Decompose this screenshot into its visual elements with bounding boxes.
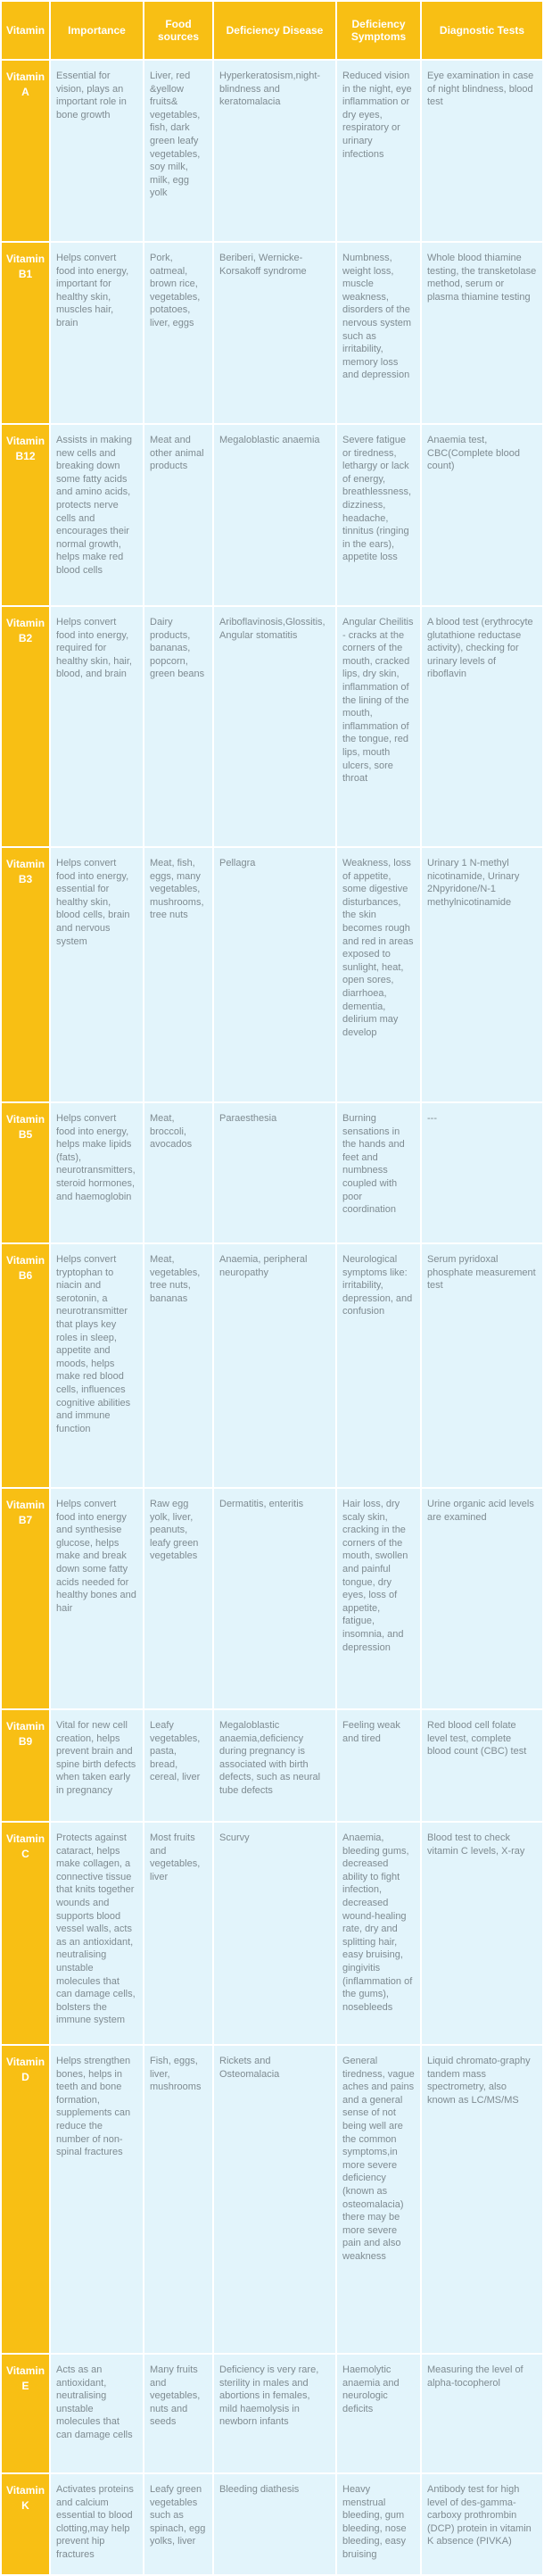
importance-cell: Helps convert food into energy, helps make lipids (fats), neurotransmitters, steroid hormones, and haemoglobin xyxy=(51,1103,143,1242)
diagnostic-tests-cell: Antibody test for high level of des-gamma-carboxy prothrombin (DCP) protein in vitamin K absence (PIVKA) xyxy=(422,2474,542,2574)
header-food-sources: Food sources xyxy=(144,2,212,59)
deficiency-disease-cell: Megaloblastic anaemia xyxy=(214,425,335,605)
deficiency-symptoms-cell: Angular Cheilitis - cracks at the corners of the mouth, cracked lips, dry skin, inflammation of the lining of the mouth, inflammation of the tongue, red lips, mouth ulcers, sore throat xyxy=(337,607,420,846)
food-sources-cell: Raw egg yolk, liver, peanuts, leafy green vegetables xyxy=(144,1489,212,1708)
diagnostic-tests-cell: Anaemia test, CBC(Complete blood count) xyxy=(422,425,542,605)
deficiency-symptoms-cell: Numbness, weight loss, muscle weakness, disorders of the nervous system such as irritability, memory loss and depression xyxy=(337,243,420,423)
vitamin-name: Vitamin B2 xyxy=(2,607,49,846)
food-sources-cell: Many fruits and vegetables, nuts and seeds xyxy=(144,2355,212,2472)
food-sources-cell: Meat, broccoli, avocados xyxy=(144,1103,212,1242)
importance-cell: Assists in making new cells and breaking down some fatty acids and amino acids, protects nerve cells and encourages their normal growth, helps make red blood cells xyxy=(51,425,143,605)
diagnostic-tests-cell: Eye examination in case of night blindness, blood test xyxy=(422,61,542,241)
vitamin-name: Vitamin B1 xyxy=(2,243,49,423)
table-row xyxy=(2,243,542,423)
deficiency-disease-cell: Ariboflavinosis,Glossitis, Angular stomatitis xyxy=(214,607,335,846)
deficiency-symptoms-cell: General tiredness, vague aches and pains and a general sense of not being well are the common symptoms,in more severe deficiency (known as osteomalacia) there may be more severe pain and also weakness xyxy=(337,2046,420,2353)
food-sources-cell: Liver, red &yellow fruits& vegetables, fish, dark green leafy vegetables, soy milk, milk, egg yolk xyxy=(144,61,212,241)
deficiency-symptoms-cell: Severe fatigue or tiredness, lethargy or lack of energy, breathlessness, dizziness, headache, tinnitus (ringing in the ears), appetite loss xyxy=(337,425,420,605)
deficiency-symptoms-cell: Neurological symptoms like: irritability, depression, and confusion xyxy=(337,1244,420,1487)
deficiency-symptoms-cell: Heavy menstrual bleeding, gum bleeding, nose bleeding, easy bruising xyxy=(337,2474,420,2574)
food-sources-cell: Dairy products, bananas, popcorn, green beans xyxy=(144,607,212,846)
table-row xyxy=(2,1103,542,1242)
table-row xyxy=(2,425,542,605)
deficiency-disease-cell: Hyperkeratosism,night-blindness and keratomalacia xyxy=(214,61,335,241)
food-sources-cell: Most fruits and vegetables, liver xyxy=(144,1823,212,2044)
table-row xyxy=(2,1489,542,1708)
importance-cell: Helps strengthen bones, helps in teeth and bone formation, supplements can reduce the number of non-spinal fractures xyxy=(51,2046,143,2353)
importance-cell: Helps convert food into energy, essential for healthy skin, blood cells, brain and nervous system xyxy=(51,848,143,1101)
vitamin-name: Vitamin B5 xyxy=(2,1103,49,1242)
vitamin-name: Vitamin B7 xyxy=(2,1489,49,1708)
food-sources-cell: Fish, eggs, liver, mushrooms xyxy=(144,2046,212,2353)
deficiency-symptoms-cell: Anaemia, bleeding gums, decreased ability to fight infection, decreased wound-healing rate, dry and splitting hair, easy bruising, gingivitis (inflammation of the gums), nosebleeds xyxy=(337,1823,420,2044)
table-row xyxy=(2,61,542,241)
deficiency-disease-cell: Paraesthesia xyxy=(214,1103,335,1242)
table-row xyxy=(2,2046,542,2353)
table-row xyxy=(2,607,542,846)
food-sources-cell: Leafy green vegetables such as spinach, egg yolks, liver xyxy=(144,2474,212,2574)
deficiency-symptoms-cell: Reduced vision in the night, eye inflammation or dry eyes, respiratory or urinary infections xyxy=(337,61,420,241)
diagnostic-tests-cell: Liquid chromato-graphy tandem mass spectrometry, also known as LC/MS/MS xyxy=(422,2046,542,2353)
vitamin-name: Vitamin K xyxy=(2,2474,49,2574)
importance-cell: Essential for vision, plays an important role in bone growth xyxy=(51,61,143,241)
diagnostic-tests-cell: Whole blood thiamine testing, the transketolase method, serum or plasma thiamine testing xyxy=(422,243,542,423)
header-diagnostic-tests: Diagnostic Tests xyxy=(422,2,542,59)
table-row xyxy=(2,1823,542,2044)
deficiency-disease-cell: Megaloblastic anaemia,deficiency during pregnancy is associated with birth defects, such as neural tube defects xyxy=(214,1710,335,1821)
vitamin-name: Vitamin A xyxy=(2,61,49,241)
deficiency-disease-cell: Beriberi, Wernicke-Korsakoff syndrome xyxy=(214,243,335,423)
food-sources-cell: Pork, oatmeal, brown rice, vegetables, potatoes, liver, eggs xyxy=(144,243,212,423)
table-row xyxy=(2,1710,542,1821)
deficiency-symptoms-cell: Weakness, loss of appetite, some digestive disturbances, the skin becomes rough and red in areas exposed to sunlight, heat, open sores, diarrhoea, dementia, delirium may develop xyxy=(337,848,420,1101)
header-deficiency-disease: Deficiency Disease xyxy=(214,2,335,59)
diagnostic-tests-cell: Measuring the level of alpha-tocopherol xyxy=(422,2355,542,2472)
deficiency-disease-cell: Rickets and Osteomalacia xyxy=(214,2046,335,2353)
food-sources-cell: Meat and other animal products xyxy=(144,425,212,605)
deficiency-disease-cell: Dermatitis, enteritis xyxy=(214,1489,335,1708)
vitamin-name: Vitamin B9 xyxy=(2,1710,49,1821)
diagnostic-tests-cell: Red blood cell folate level test, complete blood count (CBC) test xyxy=(422,1710,542,1821)
food-sources-cell: Meat, vegetables, tree nuts, bananas xyxy=(144,1244,212,1487)
header-importance: Importance xyxy=(51,2,143,59)
vitamin-name: Vitamin D xyxy=(2,2046,49,2353)
deficiency-disease-cell: Pellagra xyxy=(214,848,335,1101)
diagnostic-tests-cell: Urine organic acid levels are examined xyxy=(422,1489,542,1708)
diagnostic-tests-cell: --- xyxy=(422,1103,542,1242)
food-sources-cell: Meat, fish, eggs, many vegetables, mushrooms, tree nuts xyxy=(144,848,212,1101)
diagnostic-tests-cell: Blood test to check vitamin C levels, X-ray xyxy=(422,1823,542,2044)
vitamin-name: Vitamin B6 xyxy=(2,1244,49,1487)
importance-cell: Vital for new cell creation, helps prevent brain and spine birth defects when taken early in pregnancy xyxy=(51,1710,143,1821)
importance-cell: Helps convert food into energy and synthesise glucose, helps make and break down some fatty acids needed for healthy bones and hair xyxy=(51,1489,143,1708)
diagnostic-tests-cell: Serum pyridoxal phosphate measurement test xyxy=(422,1244,542,1487)
table-row xyxy=(2,848,542,1101)
importance-cell: Protects against cataract, helps make collagen, a connective tissue that knits together wounds and supports blood vessel walls, acts as an antioxidant, neutralising unstable molecules that can damage cells, bolsters the immune system xyxy=(51,1823,143,2044)
importance-cell: Activates proteins and calcium essential to blood clotting,may help prevent hip fractures xyxy=(51,2474,143,2574)
deficiency-disease-cell: Deficiency is very rare, sterility in males and abortions in females, mild haemolysis in newborn infants xyxy=(214,2355,335,2472)
importance-cell: Helps convert food into energy, important for healthy skin, muscles hair, brain xyxy=(51,243,143,423)
deficiency-disease-cell: Bleeding diathesis xyxy=(214,2474,335,2574)
vitamin-name: Vitamin B12 xyxy=(2,425,49,605)
diagnostic-tests-cell: A blood test (erythrocyte glutathione reductase activity), checking for urinary levels of riboflavin xyxy=(422,607,542,846)
table-header-row xyxy=(2,2,542,59)
deficiency-disease-cell: Scurvy xyxy=(214,1823,335,2044)
table-row xyxy=(2,2474,542,2574)
vitamin-name: Vitamin B3 xyxy=(2,848,49,1101)
food-sources-cell: Leafy vegetables, pasta, bread, cereal, liver xyxy=(144,1710,212,1821)
deficiency-symptoms-cell: Haemolytic anaemia and neurologic deficits xyxy=(337,2355,420,2472)
importance-cell: Acts as an antioxidant, neutralising unstable molecules that can damage cells xyxy=(51,2355,143,2472)
importance-cell: Helps convert food into energy, required for healthy skin, hair, blood, and brain xyxy=(51,607,143,846)
deficiency-disease-cell: Anaemia, peripheral neuropathy xyxy=(214,1244,335,1487)
header-deficiency-symptoms: Deficiency Symptoms xyxy=(337,2,420,59)
deficiency-symptoms-cell: Burning sensations in the hands and feet and numbness coupled with poor coordination xyxy=(337,1103,420,1242)
vitamin-name: Vitamin C xyxy=(2,1823,49,2044)
table-row xyxy=(2,2355,542,2472)
deficiency-symptoms-cell: Hair loss, dry scaly skin, cracking in the corners of the mouth, swollen and painful tongue, dry eyes, loss of appetite, fatigue, insomnia, and depression xyxy=(337,1489,420,1708)
vitamin-name: Vitamin E xyxy=(2,2355,49,2472)
importance-cell: Helps convert tryptophan to niacin and serotonin, a neurotransmitter that plays key roles in sleep, appetite and moods, helps make red blood cells, influences cognitive abilities and immune function xyxy=(51,1244,143,1487)
diagnostic-tests-cell: Urinary 1 N-methyl nicotinamide, Urinary 2Npyridone/N-1 methylnicotinamide xyxy=(422,848,542,1101)
deficiency-symptoms-cell: Feeling weak and tired xyxy=(337,1710,420,1821)
table-row xyxy=(2,1244,542,1487)
header-vitamin: Vitamin xyxy=(2,2,49,59)
